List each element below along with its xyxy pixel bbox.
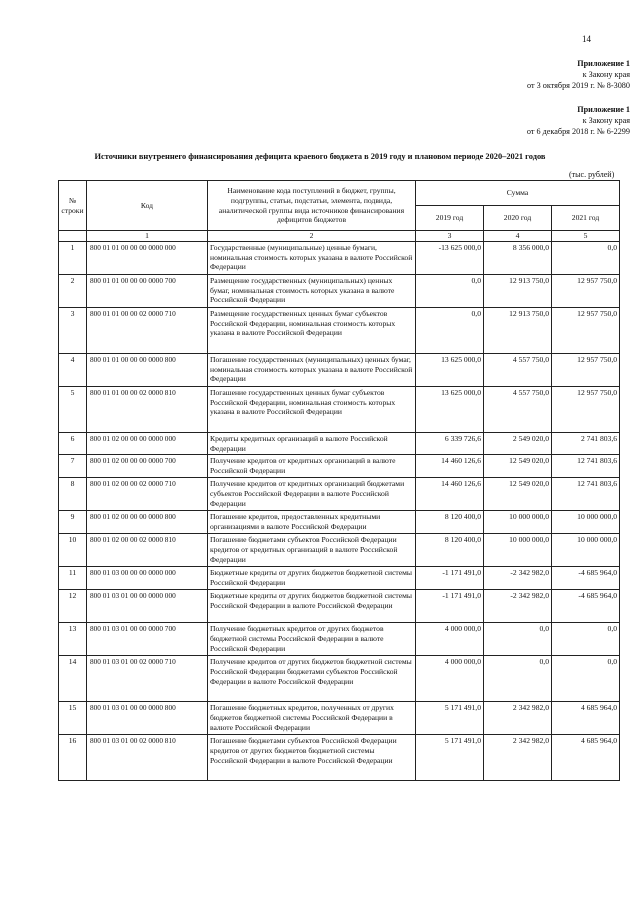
budget-code: 800 01 02 00 00 02 0000 810 [87,534,208,567]
amount-2021: 0,0 [552,241,620,274]
amount-2019: 5 171 491,0 [416,735,484,781]
row-number: 4 [59,353,87,386]
budget-code: 800 01 02 00 00 02 0000 710 [87,478,208,511]
budget-code: 800 01 02 00 00 00 0000 800 [87,511,208,534]
amount-2020: 0,0 [484,623,552,656]
table-row [59,623,620,656]
amount-2020: 10 000 000,0 [484,534,552,567]
appendix-heading: Приложение 1 [577,59,630,68]
row-number: 13 [59,623,87,656]
amount-2020: 0,0 [484,656,552,702]
amount-2019: -13 625 000,0 [416,241,484,274]
amount-2020: 10 000 000,0 [484,511,552,534]
budget-code: 800 01 03 00 00 00 0000 000 [87,567,208,590]
amount-2019: 8 120 400,0 [416,511,484,534]
amount-2019: -1 171 491,0 [416,567,484,590]
table-row [59,274,620,307]
amount-2020: 2 549 020,0 [484,432,552,455]
source-name: Бюджетные кредиты от других бюджетов бюджетной системы Российской Федерации [208,567,416,590]
table-row [59,656,620,702]
row-number: 14 [59,656,87,702]
amount-2019: 6 339 726,6 [416,432,484,455]
column-index: 1 [87,231,208,242]
source-name: Получение кредитов от других бюджетов бюджетной системы Российской Федерации бюджетами субъектов Российской Федерации в валюте Российской Федерации [208,656,416,702]
budget-code: 800 01 01 00 00 02 0000 710 [87,307,208,353]
amount-2020: 12 549 020,0 [484,455,552,478]
amount-2021: 12 957 750,0 [552,353,620,386]
source-name: Погашение государственных (муниципальных) ценных бумаг, номинальная стоимость которых указана в валюте Российской Федерации [208,353,416,386]
source-name: Получение кредитов от кредитных организаций бюджетами субъектов Российской Федерации в валюте Российской Федерации [208,478,416,511]
header-code: Код [87,181,208,231]
table-row [59,478,620,511]
budget-code: 800 01 03 01 00 00 0000 000 [87,590,208,623]
amount-2019: 13 625 000,0 [416,386,484,432]
amount-2019: 4 000 000,0 [416,656,484,702]
appendix-block-original [527,104,630,137]
amount-2019: 14 460 126,6 [416,455,484,478]
amount-2021: 12 957 750,0 [552,274,620,307]
table-row [59,735,620,781]
budget-code: 800 01 01 00 00 00 0000 800 [87,353,208,386]
amount-2019: -1 171 491,0 [416,590,484,623]
amount-2021: 10 000 000,0 [552,511,620,534]
column-index: 3 [416,231,484,242]
amount-2019: 0,0 [416,307,484,353]
appendix-line: к Закону края [582,70,630,79]
amount-2021: 4 685 964,0 [552,735,620,781]
column-index [59,231,87,242]
amount-2021: -4 685 964,0 [552,567,620,590]
amount-2020: 8 356 000,0 [484,241,552,274]
row-number: 10 [59,534,87,567]
header-year-2020: 2020 год [484,206,552,231]
amount-2021: 0,0 [552,623,620,656]
header-year-2021: 2021 год [552,206,620,231]
appendix-line: от 6 декабря 2018 г. № 6-2299 [526,127,630,136]
budget-code: 800 01 02 00 00 00 0000 000 [87,432,208,455]
column-index: 4 [484,231,552,242]
amount-2020: -2 342 982,0 [484,590,552,623]
source-name: Погашение кредитов, предоставленных кредитными организациями в валюте Российской Федерации [208,511,416,534]
column-index: 2 [208,231,416,242]
row-number: 8 [59,478,87,511]
table-body [59,241,620,781]
row-number: 5 [59,386,87,432]
column-index: 5 [552,231,620,242]
document-title: Источники внутреннего финансирования дефицита краевого бюджета в 2019 году и плановом периоде 2020–2021 годов [94,152,546,161]
budget-code: 800 01 03 01 00 02 0000 710 [87,656,208,702]
budget-code: 800 01 03 01 00 00 0000 700 [87,623,208,656]
amount-2020: 2 342 982,0 [484,702,552,735]
amount-2020: 12 913 750,0 [484,274,552,307]
amount-2020: 4 557 750,0 [484,386,552,432]
source-name: Кредиты кредитных организаций в валюте Российской Федерации [208,432,416,455]
source-name: Погашение бюджетами субъектов Российской Федерации кредитов от других бюджетов бюджетной системы Российской Федерации в валюте Российской Федерации [208,735,416,781]
source-name: Получение кредитов от кредитных организаций в валюте Российской Федерации [208,455,416,478]
amount-2020: -2 342 982,0 [484,567,552,590]
header-name: Наименование кода поступлений в бюджет, группы, подгруппы, статьи, подстатьи, элемента, подвида, аналитической группы вида источников финансирования дефицитов бюджетов [208,181,416,231]
amount-2021: -4 685 964,0 [552,590,620,623]
source-name: Размещение государственных (муниципальных) ценных бумаг, номинальная стоимость которых указана в валюте Российской Федерации [208,274,416,307]
row-number: 11 [59,567,87,590]
table-row [59,432,620,455]
appendix-line: от 3 октября 2019 г. № 8-3080 [526,81,630,90]
appendix-line: к Закону края [582,116,630,125]
page-number: 14 [582,34,591,44]
amount-2019: 14 460 126,6 [416,478,484,511]
row-number: 16 [59,735,87,781]
budget-code: 800 01 01 00 00 00 0000 700 [87,274,208,307]
amount-2021: 2 741 803,6 [552,432,620,455]
table-row [59,241,620,274]
amount-2020: 2 342 982,0 [484,735,552,781]
column-index-row [59,231,620,242]
source-name: Государственные (муниципальные) ценные бумаги, номинальная стоимость которых указана в валюте Российской Федерации [208,241,416,274]
source-name: Погашение бюджетами субъектов Российской Федерации кредитов от кредитных организаций в валюте Российской Федерации [208,534,416,567]
header-year-2019: 2019 год [416,206,484,231]
table-row [59,511,620,534]
appendix-heading: Приложение 1 [577,105,630,114]
row-number: 15 [59,702,87,735]
source-name: Размещение государственных ценных бумаг субъектов Российской Федерации, номинальная стоимость которых указана в валюте Российской Федерации [208,307,416,353]
amount-2021: 10 000 000,0 [552,534,620,567]
amount-2019: 0,0 [416,274,484,307]
amount-2020: 12 913 750,0 [484,307,552,353]
amount-2021: 12 957 750,0 [552,386,620,432]
table-row [59,590,620,623]
row-number: 3 [59,307,87,353]
source-name: Погашение бюджетных кредитов, полученных от других бюджетов бюджетной системы Российской Федерации в валюте Российской Федерации [208,702,416,735]
table-row [59,455,620,478]
header-row-no: № строки [59,181,87,231]
amount-2019: 5 171 491,0 [416,702,484,735]
budget-code: 800 01 03 01 00 02 0000 810 [87,735,208,781]
amount-2019: 4 000 000,0 [416,623,484,656]
amount-2021: 0,0 [552,656,620,702]
row-number: 9 [59,511,87,534]
amount-2021: 12 957 750,0 [552,307,620,353]
amount-2019: 8 120 400,0 [416,534,484,567]
appendix-block-current [527,58,630,91]
amount-2021: 12 741 803,6 [552,455,620,478]
table-row [59,534,620,567]
table-row [59,353,620,386]
source-name: Получение бюджетных кредитов от других бюджетов бюджетной системы Российской Федерации в валюте Российской Федерации [208,623,416,656]
units-label: (тыс. рублей) [569,170,615,179]
table-row [59,386,620,432]
header-sum: Сумма [416,181,620,206]
amount-2021: 4 685 964,0 [552,702,620,735]
budget-code: 800 01 01 00 00 02 0000 810 [87,386,208,432]
amount-2020: 12 549 020,0 [484,478,552,511]
budget-code: 800 01 03 01 00 00 0000 800 [87,702,208,735]
financing-sources-table [58,180,620,781]
amount-2019: 13 625 000,0 [416,353,484,386]
budget-code: 800 01 02 00 00 00 0000 700 [87,455,208,478]
row-number: 12 [59,590,87,623]
row-number: 7 [59,455,87,478]
amount-2020: 4 557 750,0 [484,353,552,386]
budget-code: 800 01 01 00 00 00 0000 000 [87,241,208,274]
amount-2021: 12 741 803,6 [552,478,620,511]
table-row [59,307,620,353]
table-row [59,567,620,590]
table-row [59,702,620,735]
row-number: 6 [59,432,87,455]
source-name: Погашение государственных ценных бумаг субъектов Российской Федерации, номинальная стоимость которых указана в валюте Российской Федерации [208,386,416,432]
row-number: 1 [59,241,87,274]
row-number: 2 [59,274,87,307]
source-name: Бюджетные кредиты от других бюджетов бюджетной системы Российской Федерации в валюте Российской Федерации [208,590,416,623]
